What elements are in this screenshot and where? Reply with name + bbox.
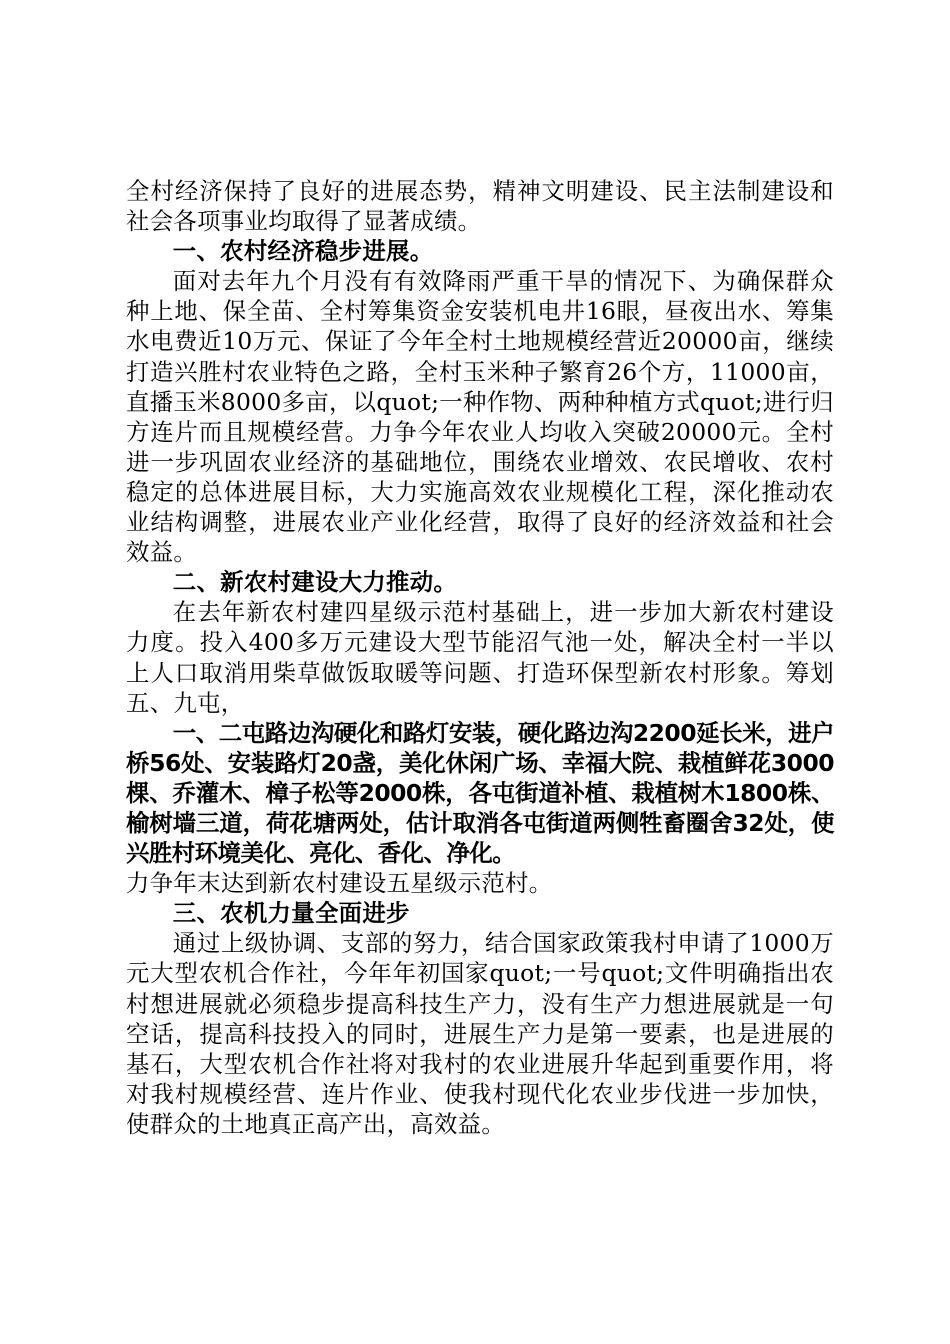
paragraph-intro: 全村经济保持了良好的进展态势，精神文明建设、民主法制建设和社会各项事业均取得了显著成绩。: [126, 177, 834, 236]
paragraph-five-star-goal: 力争年末达到新农村建设五星级示范村。: [126, 869, 553, 898]
paragraph-rural-economy: 面对去年九个月没有有效降雨严重干旱的情况下、为确保群众种上地、保全苗、全村筹集资金安装机电井16眼，昼夜出水、筹集水电费近10万元、保证了今年全村土地规模经营近20000亩，继续打造兴胜村农业特色之路，全村玉米种子繁育26个方，11000亩，直播玉米8000多亩，以quot;一种作物、两种种植方式quot;进行归方连片而且规模经营。力争今年农业人均收入突破20000元。全村进一步巩固农业经济的基础地位，围绕农业增效、农民增收、农村稳定的总体进展目标，大力实施高效农业规模化工程，深化推动农业结构调整，进展农业产业化经营，取得了良好的经济效益和社会效益。: [126, 267, 834, 567]
paragraph-new-countryside: 在去年新农村建四星级示范村基础上，进一步加大新农村建设力度。投入400多万元建设大型节能沼气池一处，解决全村一半以上人口取消用柴草做饭取暖等问题、打造环保型新农村形象。筹划五、九屯，: [126, 598, 834, 717]
heading-agricultural-machinery: 三、农机力量全面进步: [172, 899, 410, 928]
paragraph-agricultural-machinery: 通过上级协调、支部的努力，结合国家政策我村申请了1000万元大型农机合作社，今年年初国家quot;一号quot;文件明确指出农村想进展就必须稳步提高科技生产力，没有生产力想进展就是一句空话，提高科技投入的同时，进展生产力是第一要素，也是进展的基石，大型农机合作社将对我村的农业进展升华起到重要作用，将对我村规模经营、连片作业、使我村现代化农业步伐进一步加快，使群众的土地真正高产出，高效益。: [126, 929, 834, 1138]
heading-new-countryside: 二、新农村建设大力推动。: [172, 568, 458, 597]
heading-rural-economy: 一、农村经济稳步进展。: [172, 237, 434, 266]
paragraph-road-construction: 一、二屯路边沟硬化和路灯安装，硬化路边沟2200延长米，进户桥56处、安装路灯20盏，美化休闲广场、幸福大院、栽植鲜花3000棵、乔灌木、樟子松等2000株，各屯街道补植、栽植树木1800株、榆树墙三道，荷花塘两处，估计取消各屯街道两侧牲畜圈舍32处，使兴胜村环境美化、亮化、香化、净化。: [126, 718, 834, 868]
document-body: [126, 176, 834, 1139]
